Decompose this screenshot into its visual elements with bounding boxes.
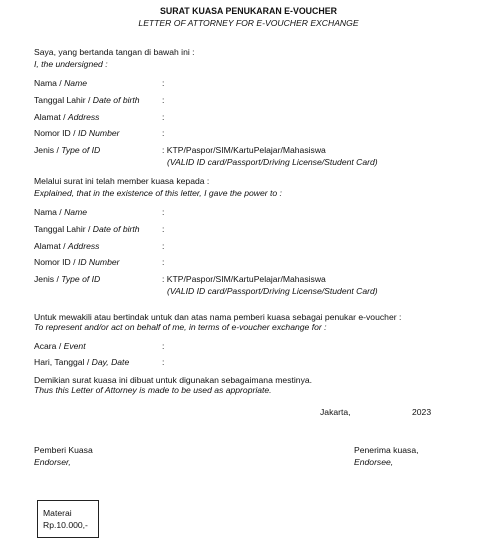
section2-field-name: [34, 208, 464, 217]
field-label: Jenis /: [34, 274, 62, 284]
field-label-en: Event: [63, 341, 86, 351]
field-label: Nomor ID /: [34, 257, 78, 267]
section1-field-name: [34, 79, 464, 88]
section2-field-dob: [34, 225, 464, 234]
field-label-en: ID Number: [77, 257, 120, 267]
section1-field-id-number: [34, 129, 464, 138]
closing-statement-en: Thus this Letter of Attorney is made to be used as appropriate.: [34, 385, 272, 395]
stamp-amount: Rp.10.000,-: [43, 520, 88, 530]
section1-intro: Saya, yang bertanda tangan di bawah ini :: [34, 47, 195, 57]
section1-field-dob: [34, 96, 464, 105]
place: Jakarta,: [320, 407, 351, 417]
section2-intro-en: Explained, that in the existence of this letter, I gave the power to :: [34, 188, 282, 198]
field-label-en: Date of birth: [92, 95, 140, 105]
section2-field-id-number: [34, 258, 464, 267]
field-label: Nama /: [34, 78, 65, 88]
endorser-label-en: Endorser,: [34, 457, 71, 467]
section2-intro: Melalui surat ini telah member kuasa kepada :: [34, 176, 210, 186]
field-value: :: [162, 207, 165, 217]
field-value: :: [162, 357, 165, 367]
field-label: Nama /: [34, 207, 65, 217]
section2-field-address: [34, 242, 464, 251]
section2-field-id-type: [34, 275, 464, 284]
field-label: Alamat /: [34, 241, 68, 251]
field-label-en: Name: [64, 207, 88, 217]
endorser-label: Pemberi Kuasa: [34, 445, 93, 455]
field-value: : KTP/Paspor/SIM/KartuPelajar/Mahasiswa: [162, 274, 326, 284]
field-value: :: [162, 78, 165, 88]
stamp-label: Materai: [43, 508, 72, 518]
field-value: :: [162, 224, 165, 234]
field-label-en: Type of ID: [61, 274, 101, 284]
field-label: Tanggal Lahir /: [34, 95, 93, 105]
field-value: :: [162, 257, 165, 267]
field-label: Nomor ID /: [34, 128, 78, 138]
section1-field-id-type: [34, 146, 464, 155]
field-label: Tanggal Lahir /: [34, 224, 93, 234]
year: 2023: [412, 407, 432, 417]
section3-intro: Untuk mewakili atau bertindak untuk dan atas nama pemberi kuasa sebagai penukar e-voucher :: [34, 312, 402, 322]
field-label-en: ID Number: [77, 128, 120, 138]
field-label-en: Name: [64, 78, 88, 88]
field-value: : KTP/Paspor/SIM/KartuPelajar/Mahasiswa: [162, 145, 326, 155]
endorsee-label: Penerima kuasa,: [354, 445, 419, 455]
section3-intro-en: To represent and/or act on behalf of me, in terms of e-voucher exchange for :: [34, 322, 327, 332]
endorsee-label-en: Endorsee,: [354, 457, 394, 467]
closing-statement: Demikian surat kuasa ini dibuat untuk digunakan sebagaimana mestinya.: [34, 375, 313, 385]
field-label: Jenis /: [34, 145, 62, 155]
section3-field-event: [34, 342, 464, 351]
field-label: Alamat /: [34, 112, 68, 122]
field-label-en: Address: [67, 241, 100, 251]
section1-intro-en: I, the undersigned :: [34, 59, 108, 69]
field-label-en: Type of ID: [61, 145, 101, 155]
field-value: :: [162, 95, 165, 105]
field-value: :: [162, 341, 165, 351]
field-label-en: Date of birth: [92, 224, 140, 234]
document-subtitle: LETTER OF ATTORNEY FOR E-VOUCHER EXCHANGE: [138, 18, 359, 28]
field-label: Acara /: [34, 341, 64, 351]
field-label-en: Address: [67, 112, 100, 122]
field-label: Hari, Tanggal /: [34, 357, 92, 367]
field-value: :: [162, 112, 165, 122]
document-title: SURAT KUASA PENUKARAN E-VOUCHER: [160, 6, 337, 16]
field-value: :: [162, 241, 165, 251]
stamp-box: [37, 500, 99, 538]
section1-field-address: [34, 113, 464, 122]
field-value: :: [162, 128, 165, 138]
field-label-en: Day, Date: [91, 357, 130, 367]
section3-field-date: [34, 358, 464, 367]
section1-id-note: (VALID ID card/Passport/Driving License/Student Card): [167, 157, 378, 167]
section2-id-note: (VALID ID card/Passport/Driving License/Student Card): [167, 286, 378, 296]
